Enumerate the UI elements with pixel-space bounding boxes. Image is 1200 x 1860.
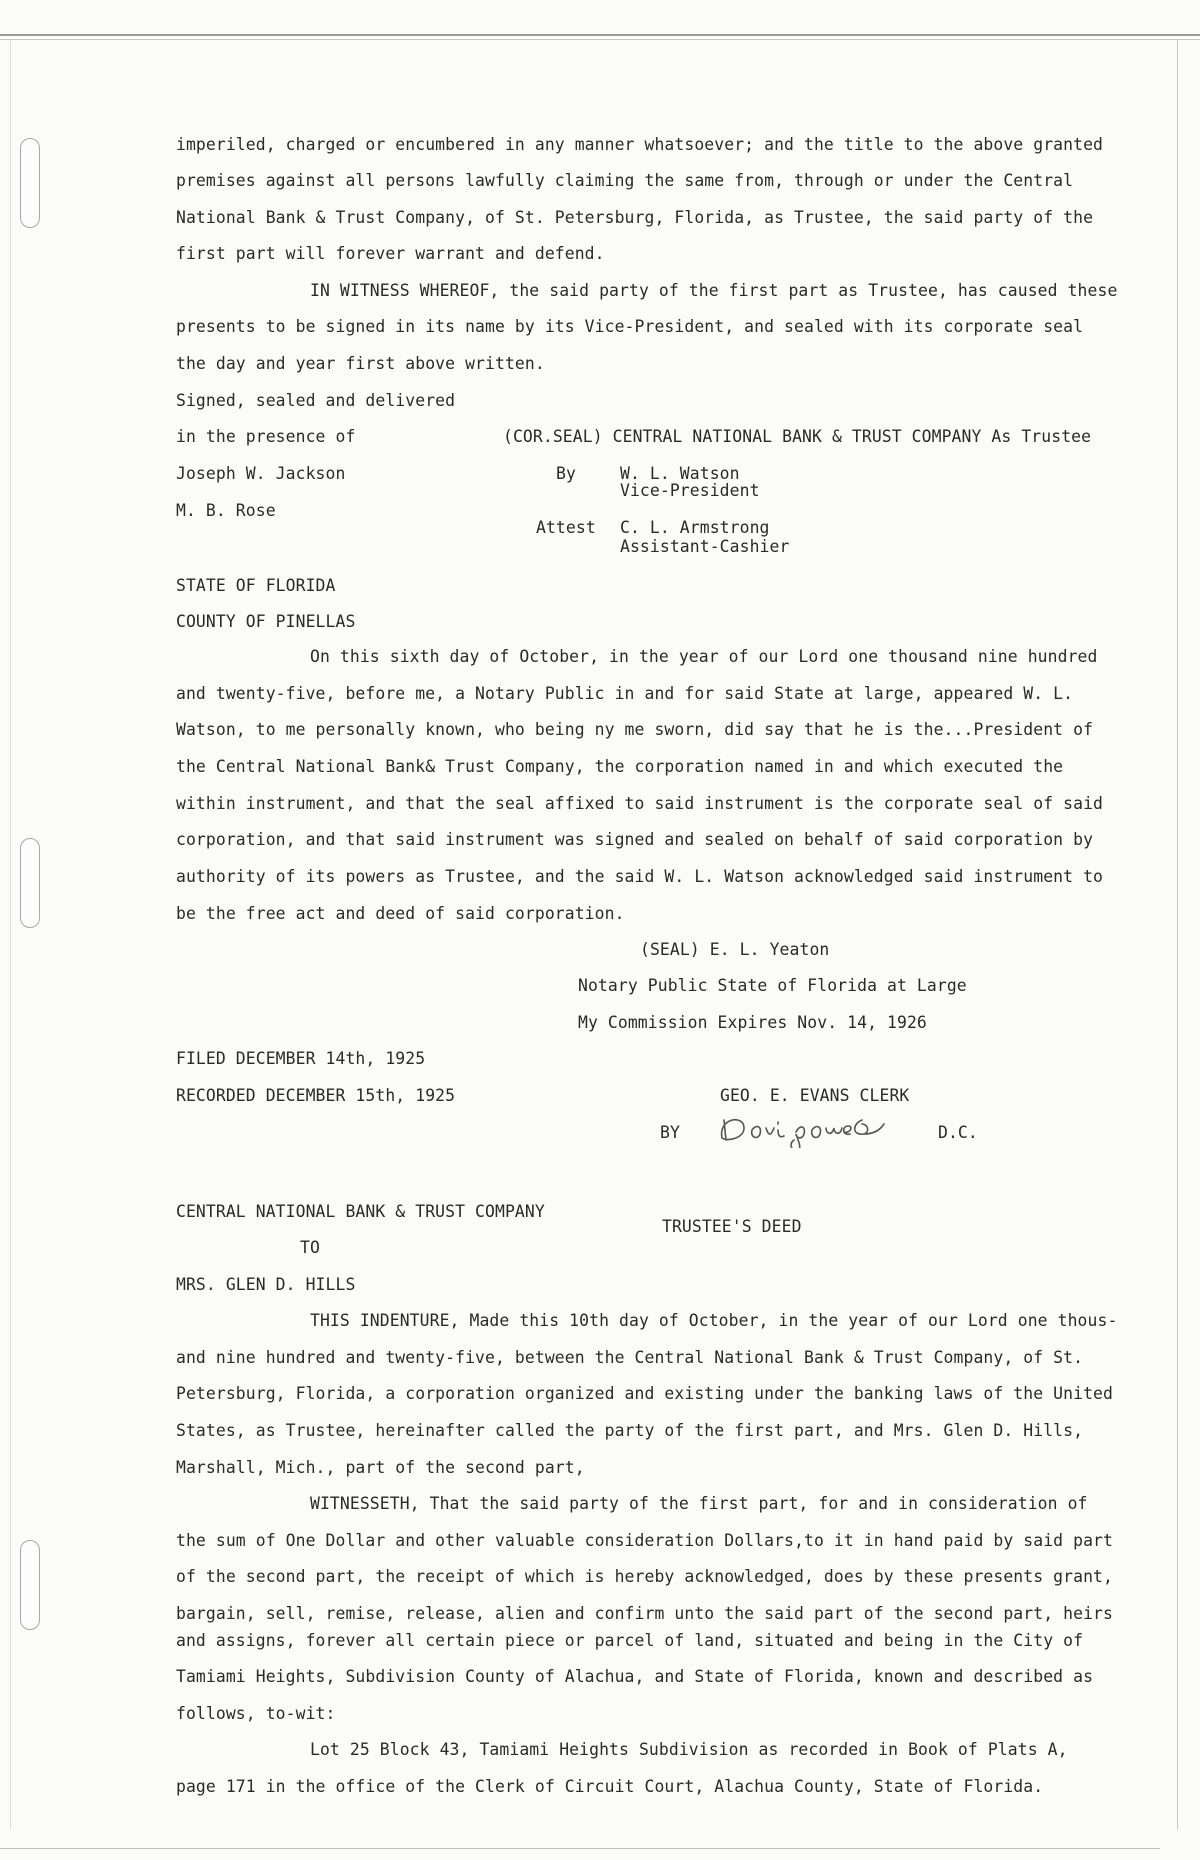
filed-date: FILED DECEMBER 14th, 1925 [176, 1049, 426, 1068]
deed2-line: Lot 25 Block 43, Tamiami Heights Subdivision as recorded in Book of Plats A, [310, 1740, 1068, 1759]
deed2-line: States, as Trustee, hereinafter called the party of the first part, and Mrs. Glen D. Hills, [176, 1421, 1084, 1440]
grantor-heading: CENTRAL NATIONAL BANK & TRUST COMPANY [176, 1202, 545, 1221]
deed1-line: premises against all persons lawfully claiming the same from, through or under the Central [176, 171, 1074, 190]
deed2-line: WITNESSETH, That the said party of the first part, for and in consideration of [310, 1494, 1088, 1513]
recorded-date: RECORDED DECEMBER 15th, 1925 [176, 1086, 456, 1105]
ack-line: On this sixth day of October, in the year of our Lord one thousand nine hundred [310, 647, 1098, 666]
ack-line: the Central National Bank& Trust Company, the corporation named in and which executed the [176, 757, 1064, 776]
right-page-edge [1177, 40, 1178, 1830]
binder-hole-top [20, 138, 40, 228]
deputy-clerk-signature [714, 1108, 924, 1148]
deed1-line: the day and year first above written. [176, 354, 545, 373]
corporate-seal-company: (COR.SEAL) CENTRAL NATIONAL BANK & TRUST COMPANY As Trustee [503, 427, 1092, 446]
ack-line: Watson, to me personally known, who being ny me sworn, did say that he is the...President of [176, 720, 1094, 739]
binder-hole-middle [20, 838, 40, 928]
presence-line: in the presence of [176, 427, 356, 446]
witness-2: M. B. Rose [176, 501, 276, 520]
attest-name: C. L. Armstrong [620, 518, 770, 537]
notary-commission: My Commission Expires Nov. 14, 1926 [578, 1013, 927, 1032]
left-page-edge [10, 40, 11, 1830]
deed2-line: Marshall, Mich., part of the second part, [176, 1458, 585, 1477]
ack-line: within instrument, and that the seal affixed to said instrument is the corporate seal of said [176, 794, 1104, 813]
top-border-line [0, 34, 1200, 40]
attest-title: Assistant-Cashier [620, 537, 790, 556]
deed2-line: page 171 in the office of the Clerk of Circuit Court, Alachua County, State of Florida. [176, 1777, 1044, 1796]
doc-type-heading: TRUSTEE'S DEED [662, 1217, 802, 1236]
deed2-line: and assigns, forever all certain piece or parcel of land, situated and being in the City of [176, 1631, 1084, 1650]
clerk-name: GEO. E. EVANS CLERK [720, 1086, 910, 1105]
binder-hole-bottom [20, 1540, 40, 1630]
notary-title: Notary Public State of Florida at Large [578, 976, 967, 995]
ack-state: STATE OF FLORIDA [176, 576, 336, 595]
notary-seal-name: (SEAL) E. L. Yeaton [640, 940, 830, 959]
signer-title: Vice-President [620, 481, 760, 500]
deed2-line: THIS INDENTURE, Made this 10th day of October, in the year of our Lord one thous- [310, 1311, 1118, 1330]
witness-1: Joseph W. Jackson [176, 464, 346, 483]
deed1-line: first part will forever warrant and defend. [176, 244, 605, 263]
by-deputy-label: BY [660, 1123, 680, 1142]
deputy-clerk-label: D.C. [938, 1123, 978, 1142]
deed2-line: follows, to-wit: [176, 1704, 336, 1723]
deed1-line: National Bank & Trust Company, of St. Petersburg, Florida, as Trustee, the said party of the [176, 208, 1094, 227]
deed1-line: imperiled, charged or encumbered in any manner whatsoever; and the title to the above granted [176, 135, 1104, 154]
by-label: By [556, 464, 576, 483]
deed2-line: Tamiami Heights, Subdivision County of Alachua, and State of Florida, known and described as [176, 1667, 1094, 1686]
ack-line: be the free act and deed of said corporation. [176, 904, 625, 923]
bottom-border-line [0, 1848, 1160, 1849]
deed2-line: Petersburg, Florida, a corporation organized and existing under the banking laws of the United [176, 1384, 1113, 1403]
deed2-line: and nine hundred and twenty-five, between the Central National Bank & Trust Company, of St. [176, 1348, 1084, 1367]
signed-sealed-line: Signed, sealed and delivered [176, 391, 456, 410]
ack-line: authority of its powers as Trustee, and the said W. L. Watson acknowledged said instrument to [176, 867, 1104, 886]
deed1-line: IN WITNESS WHEREOF, the said party of the first part as Trustee, has caused these [310, 281, 1118, 300]
deed2-line: the sum of One Dollar and other valuable consideration Dollars,to it in hand paid by said part [176, 1531, 1113, 1550]
deed1-line: presents to be signed in its name by its Vice-President, and sealed with its corporate seal [176, 317, 1084, 336]
ack-county: COUNTY OF PINELLAS [176, 612, 356, 631]
deed2-line: of the second part, the receipt of which is hereby acknowledged, does by these presents grant, [176, 1567, 1113, 1586]
deed2-line: bargain, sell, remise, release, alien and confirm unto the said part of the second part, heirs [176, 1604, 1113, 1623]
signer-name: W. L. Watson [620, 464, 740, 483]
ack-line: corporation, and that said instrument was signed and sealed on behalf of said corporation by [176, 830, 1094, 849]
ack-line: and twenty-five, before me, a Notary Public in and for said State at large, appeared W. L. [176, 684, 1074, 703]
grantee-heading: MRS. GLEN D. HILLS [176, 1275, 356, 1294]
attest-label: Attest [536, 518, 596, 537]
to-heading: TO [300, 1238, 320, 1257]
